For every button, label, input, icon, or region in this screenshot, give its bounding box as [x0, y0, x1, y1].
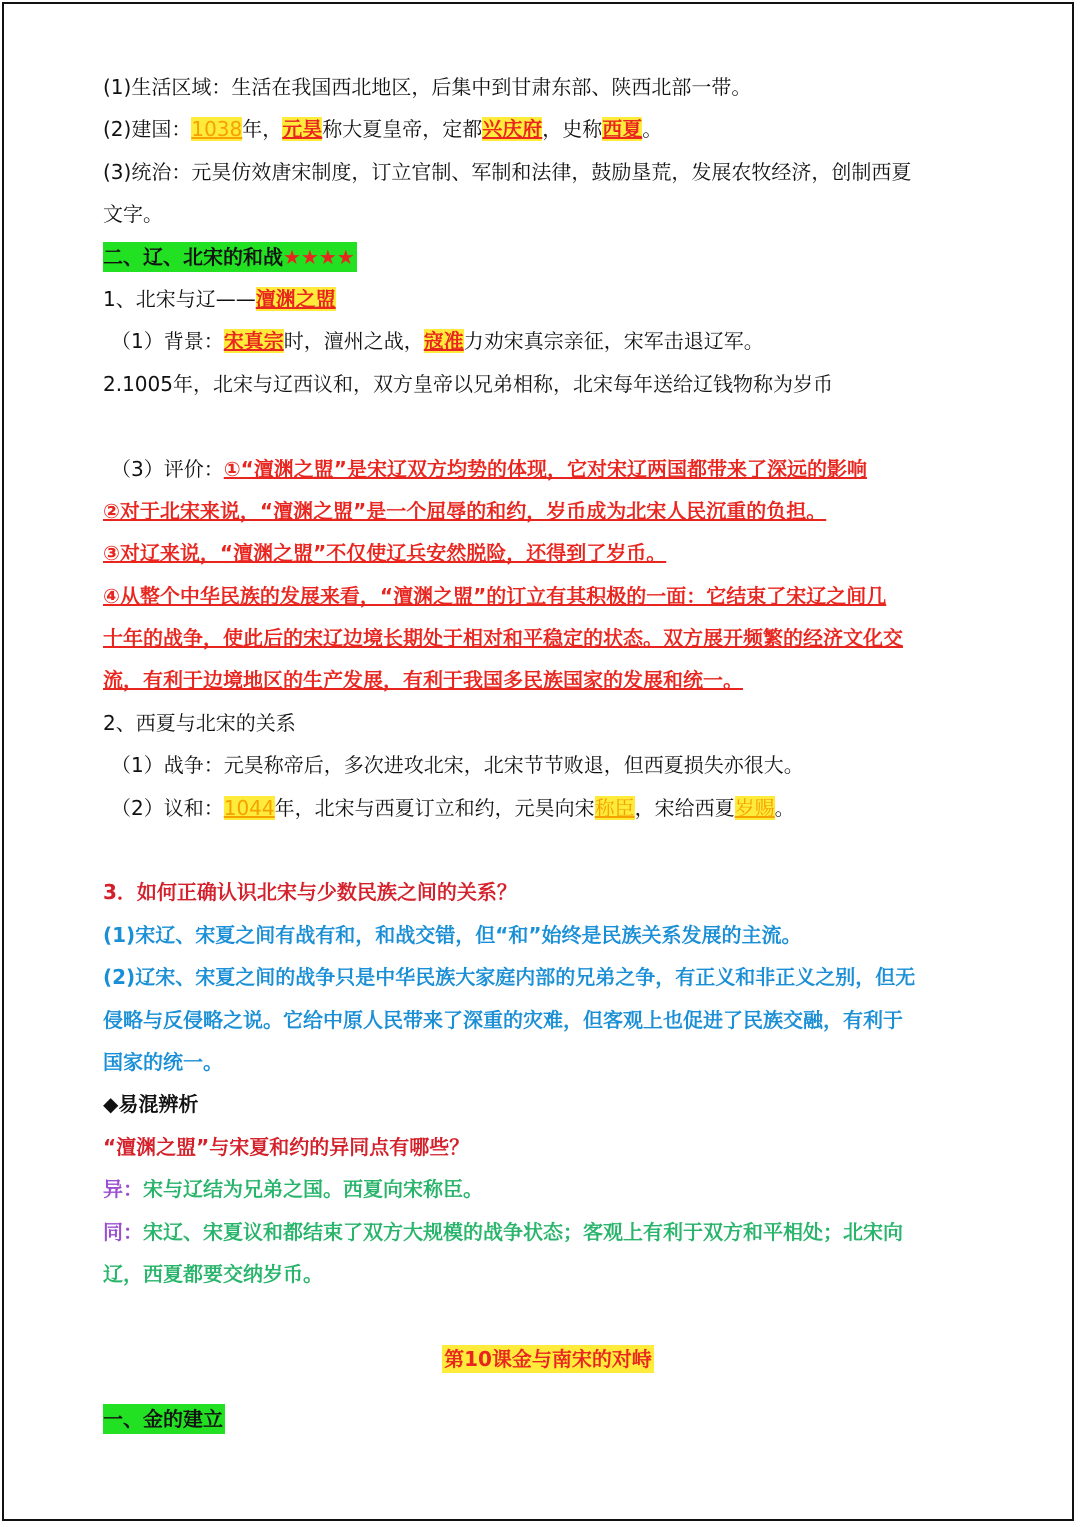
xixia-rule-cont: 文字。: [103, 202, 163, 227]
similarity-line: 同：宋辽、宋夏议和都结束了双方大规模的战争状态；客观上有利于双方和平相处；北宋向: [103, 1219, 903, 1244]
xixia-song-title: 2、西夏与北宋的关系: [103, 710, 296, 735]
evaluation-4b: 十年的战争，使此后的宋辽边境长期处于相对和平稳定的状态。双方展开频繁的经济文化交: [103, 626, 903, 651]
kou-zhun: 寇准: [423, 329, 464, 354]
yuanhao: 元昊: [282, 117, 323, 142]
xingqingfu: 兴庆府: [482, 117, 543, 142]
star-icons: ★★★★: [283, 244, 355, 269]
war-line: （1）战争：元昊称帝后，多次进攻北宋，北宋节节败退，但西夏损失亦很大。: [111, 753, 804, 778]
evaluation-4c: 流，有利于边境地区的生产发展，有利于我国多民族国家的发展和统一。: [103, 668, 743, 693]
document-page: [103, 66, 993, 1441]
suici: 岁赐: [734, 795, 775, 820]
year-1038: 1038: [191, 117, 243, 142]
similarity-line-cont: 辽，西夏都要交纳岁币。: [103, 1261, 323, 1286]
section-two-heading: 二、辽、北宋的和战★★★★: [103, 236, 993, 278]
chanyuan-treaty: 澶渊之盟: [255, 286, 336, 311]
relation-answer-2c: 国家的统一。: [103, 1049, 223, 1074]
section-one-heading: 一、金的建立: [103, 1398, 993, 1440]
xixia: 西夏: [602, 117, 643, 142]
xixia-region: (1)生活区域：生活在我国西北地区，后集中到甘肃东部、陕西北部一带。: [103, 75, 752, 99]
evaluation-3: ③对辽来说，“澶渊之盟”不仅使辽兵安然脱险，还得到了岁币。: [103, 541, 667, 566]
relation-question: 3．如何正确认识北宋与少数民族之间的关系？: [103, 880, 517, 905]
chengchen: 称臣: [594, 795, 635, 820]
peace-line: （2）议和：1044年，北宋与西夏订立和约，元昊向宋称臣，宋给西夏岁赐。: [111, 795, 795, 820]
relation-answer-1: (1)宋辽、宋夏之间有战有和，和战交错，但“和”始终是民族关系发展的主流。: [103, 922, 802, 947]
chanyuan-title: 1、北宋与辽——澶渊之盟: [103, 286, 336, 311]
difference-line: 异：宋与辽结为兄弟之国。西夏向宋称臣。: [103, 1177, 483, 1202]
evaluation-2: ②对于北宋来说，“澶渊之盟”是一个屈辱的和约，岁币成为北宋人民沉重的负担。: [103, 498, 827, 523]
year-1044: 1044: [223, 795, 275, 820]
xixia-founding: (2)建国：1038年，元昊称大夏皇帝，定都兴庆府，史称西夏。: [103, 117, 663, 142]
evaluation-4a: ④从整个中华民族的发展来看，“澶渊之盟”的订立有其积极的一面：它结束了宋辽之间几: [103, 583, 887, 608]
xixia-rule: (3)统治：元昊仿效唐宋制度，订立官制、军制和法律，鼓励垦荒，发展农牧经济，创制西夏: [103, 159, 912, 184]
evaluation-1: （3）评价：①“澶渊之盟”是宋辽双方均势的体现，它对宋辽两国都带来了深远的影响: [111, 456, 867, 481]
lesson-title: 第10课金与南宋的对峙: [444, 1346, 652, 1371]
confusion-title: ◆易混辨析: [103, 1092, 199, 1117]
confusion-question: “澶渊之盟”与宋夏和约的异同点有哪些？: [103, 1134, 470, 1159]
relation-answer-2b: 侵略与反侵略之说。它给中原人民带来了深重的灾难，但客观上也促进了民族交融，有利于: [103, 1007, 903, 1032]
item-1005: 2.1005年，北宋与辽西议和，双方皇帝以兄弟相称，北宋每年送给辽钱物称为岁币: [103, 371, 833, 396]
relation-answer-2a: (2)辽宋、宋夏之间的战争只是中华民族大家庭内部的兄弟之争，有正义和非正义之别，但无: [103, 965, 916, 990]
song-zhenzong: 宋真宗: [223, 329, 284, 354]
background-line: （1）背景：宋真宗时，澶州之战，寇准力劝宋真宗亲征，宋军击退辽军。: [111, 329, 764, 354]
